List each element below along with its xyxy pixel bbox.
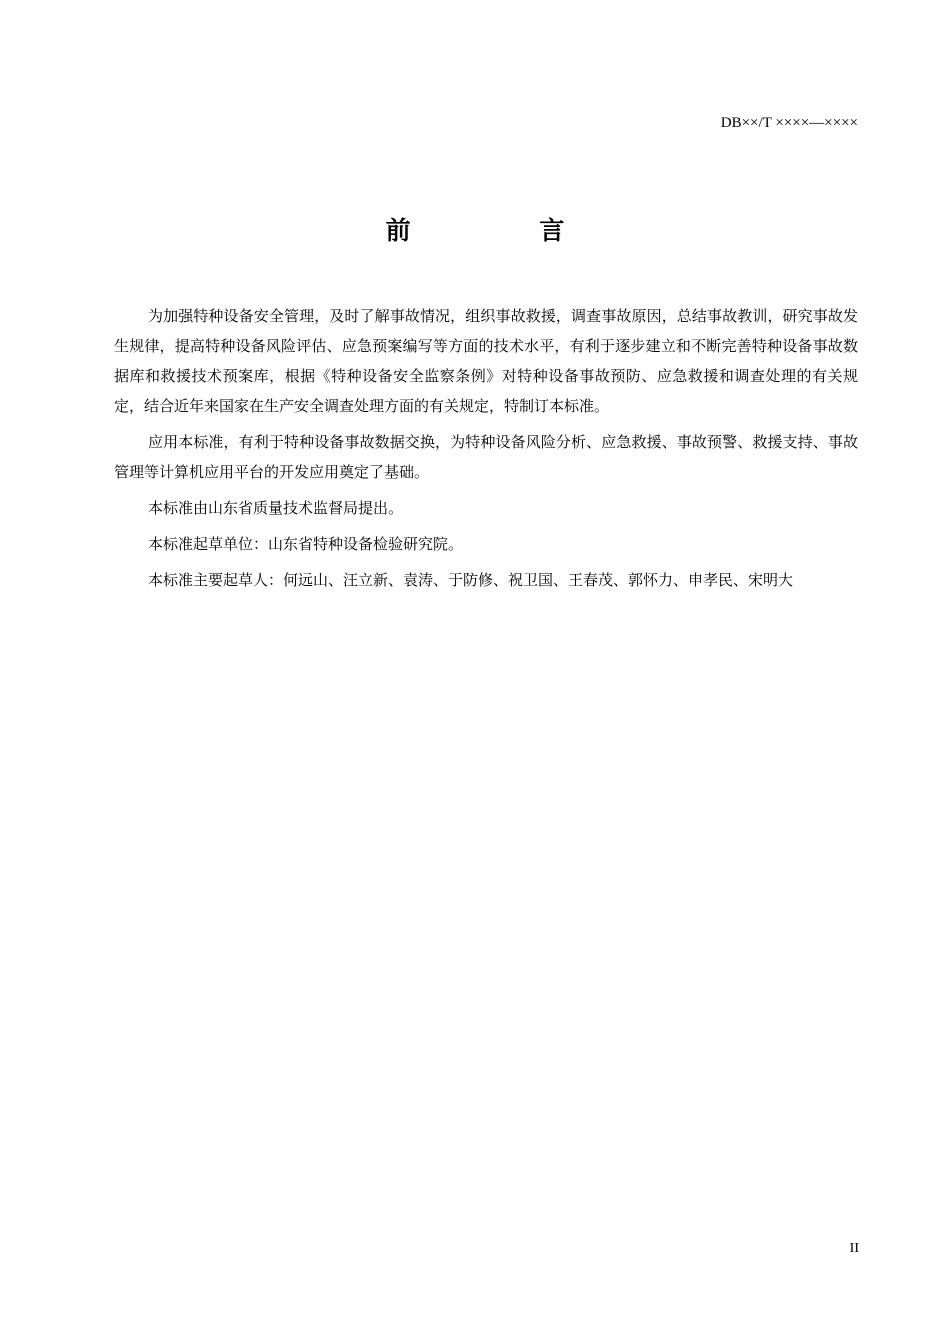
page-title: 前 言 [385, 216, 625, 245]
paragraph-purpose: 为加强特种设备安全管理，及时了解事故情况，组织事故救援，调查事故原因，总结事故教训，研究事故发生规律，提高特种设备风险评估、应急预案编写等方面的技术水平，有利于逐步建立和不断完善特种设备事故数据库和救援技术预案库，根据《特种设备安全监察条例》对特种设备事故预防、应急救援和调查处理的有关规定，结合近年来国家在生产安全调查处理方面的有关规定，特制订本标准。 [114, 307, 858, 415]
paragraph-drafting-unit: 本标准起草单位：山东省特种设备检验研究院。 [148, 535, 464, 553]
document-code: DB××/T ××××—×××× [720, 115, 858, 131]
paragraph-proposer: 本标准由山东省质量技术监督局提出。 [148, 499, 404, 517]
page-number: II [849, 1241, 859, 1256]
foreword-body [114, 301, 858, 601]
paragraph-drafters: 本标准主要起草人：何远山、汪立新、袁涛、于防修、祝卫国、王春茂、郭怀力、申孝民、宋明大 [148, 571, 794, 589]
paragraph-application: 应用本标准，有利于特种设备事故数据交换，为特种设备风险分析、应急救援、事故预警、救援支持、事故管理等计算机应用平台的开发应用奠定了基础。 [114, 433, 858, 481]
